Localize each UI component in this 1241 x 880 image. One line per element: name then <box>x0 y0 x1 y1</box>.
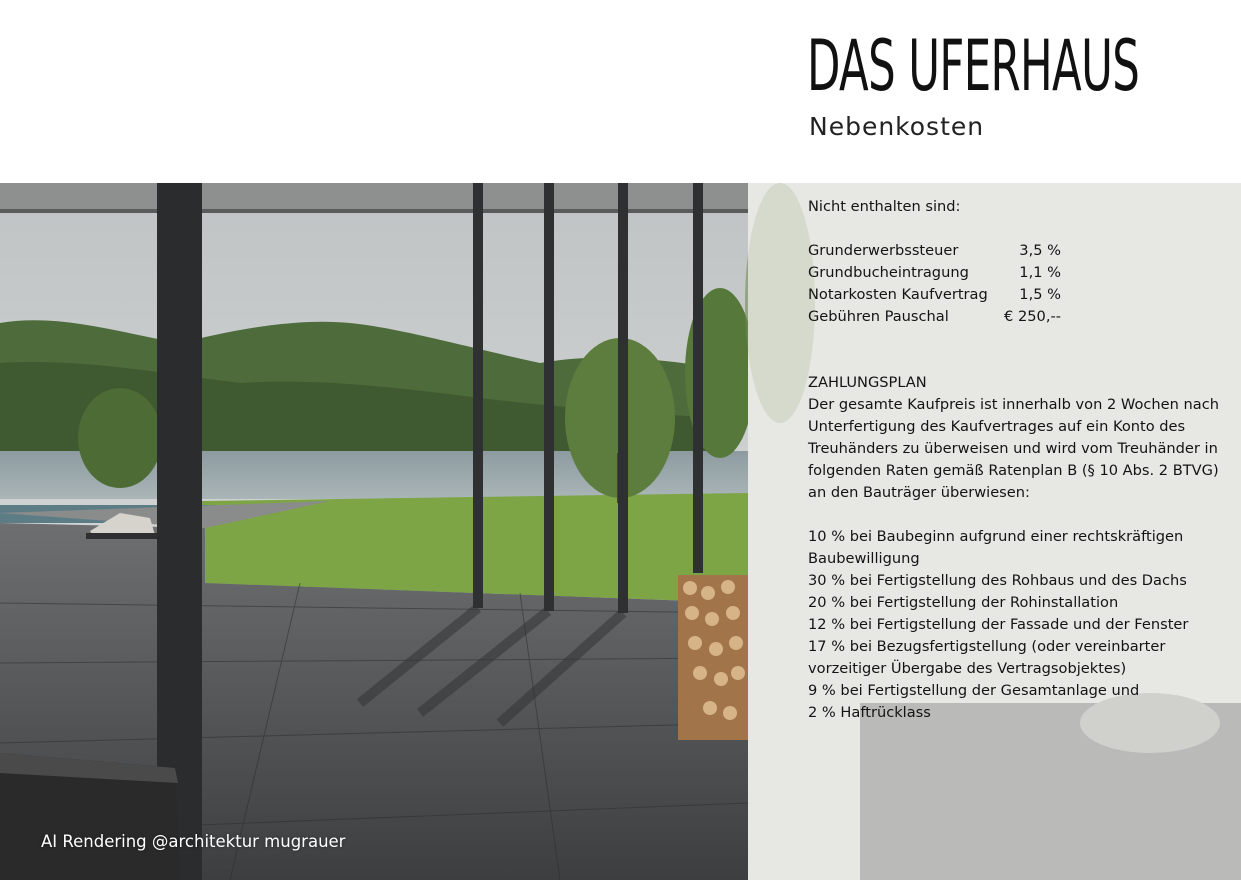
installment-item: 12 % bei Fertigstellung der Fassade und der Fenster <box>808 616 1189 633</box>
payment-heading: ZAHLUNGSPLAN <box>808 374 927 391</box>
cost-value: 1,5 % <box>1019 286 1061 303</box>
installment-item: 20 % bei Fertigstellung der Rohinstallation <box>808 594 1119 611</box>
cost-value: € 250,-- <box>1004 308 1061 325</box>
cost-row <box>808 240 1233 262</box>
cost-label: Gebühren Pauschal <box>808 308 949 325</box>
installment-item: 10 % bei Baubeginn aufgrund einer rechtskräftigen Baubewilligung <box>808 528 1184 567</box>
cost-label: Grunderwerbssteuer <box>808 242 959 259</box>
image-caption: AI Rendering @architektur mugrauer <box>41 832 346 851</box>
cost-label: Notarkosten Kaufvertrag <box>808 286 988 303</box>
cost-row <box>808 306 1233 328</box>
costs-intro: Nicht enthalten sind: <box>808 198 961 215</box>
installment-item: 30 % bei Fertigstellung des Rohbaus und des Dachs <box>808 572 1187 589</box>
cost-row <box>808 284 1233 306</box>
document-subtitle: Nebenkosten <box>809 112 985 141</box>
cost-value: 3,5 % <box>1019 242 1061 259</box>
cost-row <box>808 262 1233 284</box>
installment-item: 17 % bei Bezugsfertigstellung (oder vereinbarter vorzeitiger Übergabe des Vertragsobjektes) <box>808 638 1166 677</box>
installment-item: 2 % Haftrücklass <box>808 704 931 721</box>
installment-item: 9 % bei Fertigstellung der Gesamtanlage und <box>808 682 1140 699</box>
cost-label: Grundbucheintragung <box>808 264 969 281</box>
cost-value: 1,1 % <box>1019 264 1061 281</box>
payment-description: Der gesamte Kaufpreis ist innerhalb von 2 Wochen nach Unterfertigung des Kaufvertrages auf ein Konto des Treuhänders zu überweisen und wird vom Treuhänder in folgenden Raten gemäß Ratenplan B (§ 10 Abs. 2 BTVG) an den Bauträger überwiesen: <box>808 396 1219 501</box>
cost-panel <box>808 196 1233 724</box>
document-title: DAS UFERHAUS <box>807 25 1140 107</box>
